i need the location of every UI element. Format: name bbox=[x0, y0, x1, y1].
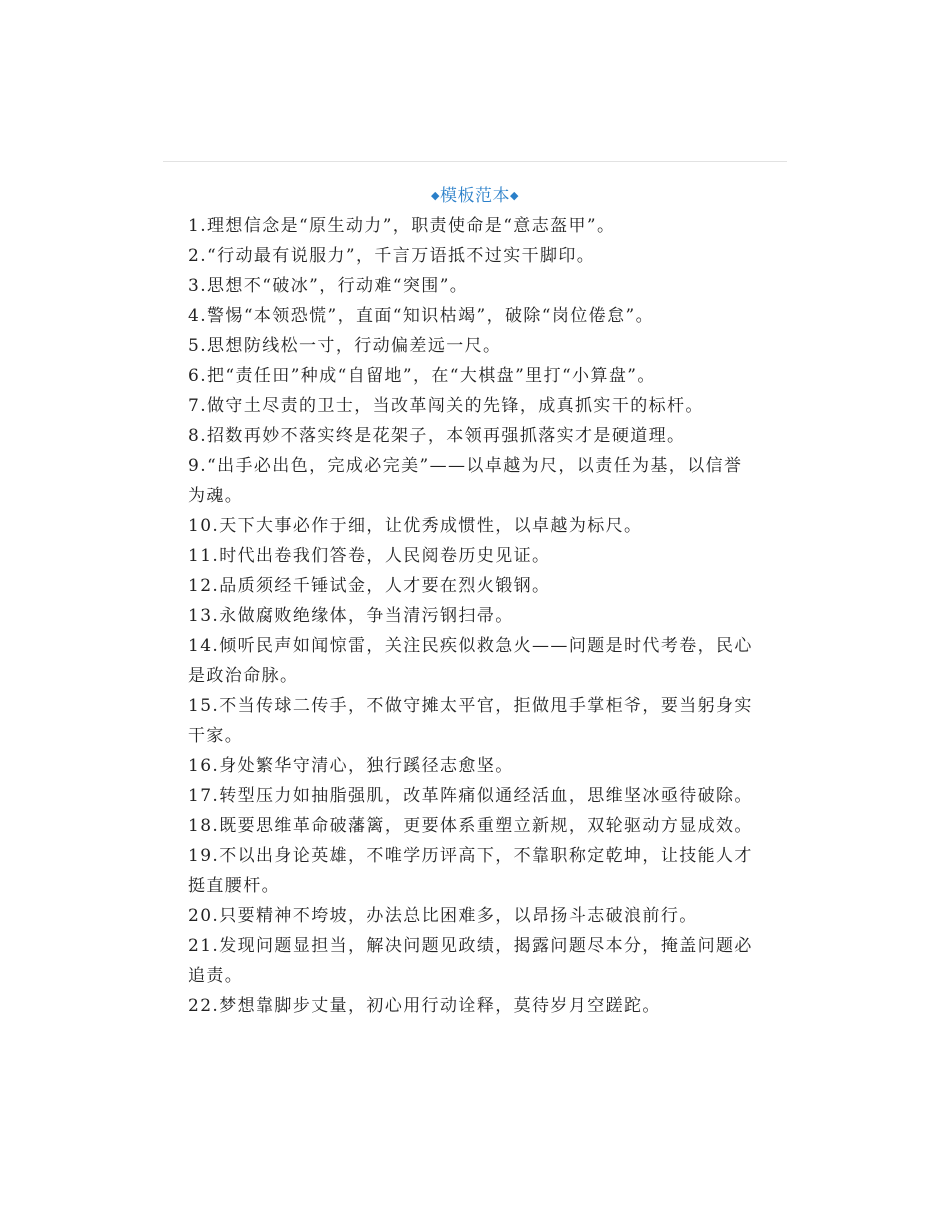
list-item: 15.不当传球二传手，不做守摊太平官，拒做甩手掌柜爷，要当躬身实干家。 bbox=[188, 696, 753, 746]
list-item: 5.思想防线松一寸，行动偏差远一尺。 bbox=[188, 336, 502, 356]
list-item: 10.天下大事必作于细，让优秀成惯性，以卓越为标尺。 bbox=[188, 516, 643, 536]
list-item: 2.“行动最有说服力”，千言万语抵不过实干脚印。 bbox=[188, 246, 596, 266]
list-item: 8.招数再妙不落实终是花架子，本领再强抓落实才是硬道理。 bbox=[188, 426, 686, 446]
section-heading bbox=[163, 183, 787, 209]
list-item: 17.转型压力如抽脂强肌，改革阵痛似通经活血，思维坚冰亟待破除。 bbox=[188, 786, 753, 806]
list-item: 11.时代出卷我们答卷，人民阅卷历史见证。 bbox=[188, 546, 551, 566]
list-item: 3.思想不“破冰”，行动难“突围”。 bbox=[188, 276, 469, 296]
quote-list bbox=[188, 211, 760, 1021]
list-item: 1.理想信念是“原生动力”，职责使命是“意志盔甲”。 bbox=[188, 216, 616, 236]
list-item: 16.身处繁华守清心，独行蹊径志愈坚。 bbox=[188, 756, 514, 776]
diamond-right-icon: ◆ bbox=[510, 189, 519, 202]
list-item: 21.发现问题显担当，解决问题见政绩，揭露问题尽本分，掩盖问题必追责。 bbox=[188, 936, 753, 986]
list-item: 19.不以出身论英雄，不唯学历评高下，不靠职称定乾坤，让技能人才挺直腰杆。 bbox=[188, 846, 753, 896]
list-item: 4.警惕“本领恐慌”，直面“知识枯竭”，破除“岗位倦怠”。 bbox=[188, 306, 654, 326]
list-item: 6.把“责任田”种成“自留地”，在“大棋盘”里打“小算盘”。 bbox=[188, 366, 656, 386]
list-item: 9.“出手必出色，完成必完美”——以卓越为尺，以责任为基，以信誉为魂。 bbox=[188, 456, 743, 506]
list-item: 14.倾听民声如闻惊雷，关注民疾似救急火——问题是时代考卷，民心是政治命脉。 bbox=[188, 636, 753, 686]
list-item: 7.做守土尽责的卫士，当改革闯关的先锋，成真抓实干的标杆。 bbox=[188, 396, 704, 416]
section-title: 模板范本 bbox=[440, 186, 510, 206]
list-item: 18.既要思维革命破藩篱，更要体系重塑立新规，双轮驱动方显成效。 bbox=[188, 816, 753, 836]
list-item: 13.永做腐败绝缘体，争当清污钢扫帚。 bbox=[188, 606, 514, 626]
top-divider bbox=[163, 161, 787, 162]
list-item: 20.只要精神不垮坡，办法总比困难多，以昂扬斗志破浪前行。 bbox=[188, 906, 698, 926]
diamond-left-icon: ◆ bbox=[431, 189, 440, 202]
list-item: 22.梦想靠脚步丈量，初心用行动诠释，莫待岁月空蹉跎。 bbox=[188, 996, 661, 1016]
list-item: 12.品质须经千锤试金，人才要在烈火锻钢。 bbox=[188, 576, 551, 596]
